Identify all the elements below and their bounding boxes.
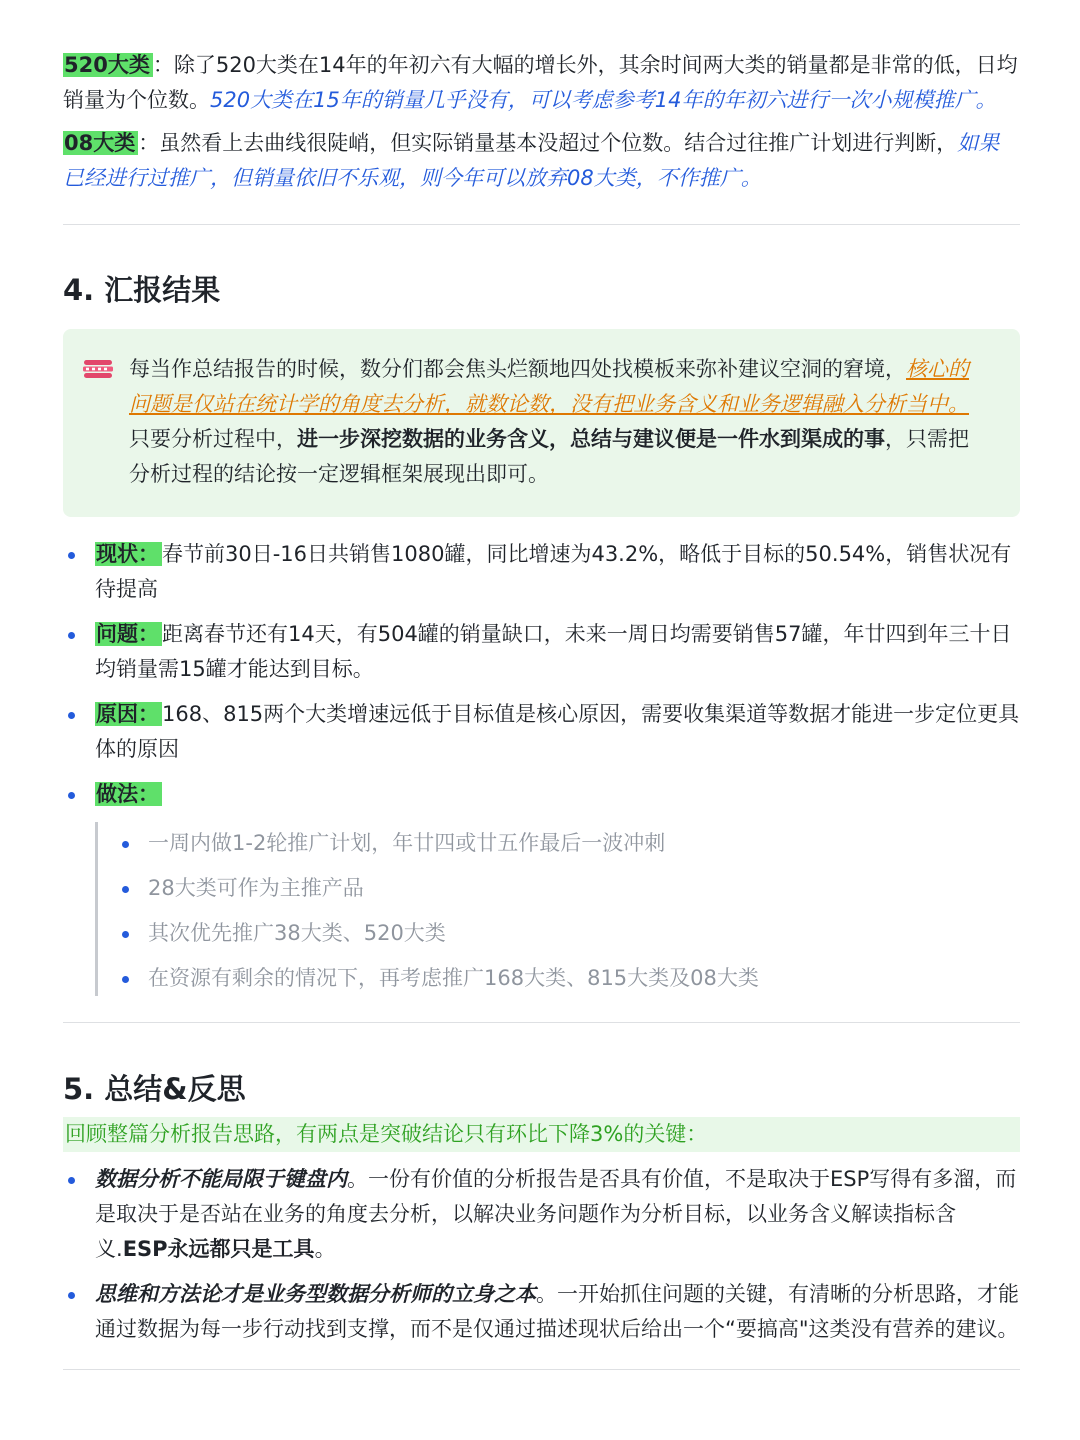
summary-list xyxy=(63,1162,1020,1347)
item-label: 现状： xyxy=(95,542,162,566)
list-item xyxy=(63,697,1020,767)
callout-text-part: 每当作总结报告的时候，数分们都会焦头烂额地四处找模板来弥补建议空洞的窘境， xyxy=(129,357,906,381)
divider xyxy=(63,224,1020,225)
callout-core-point: 核心的问题是仅站在统计学的角度去分析，就数论数，没有把业务含义和业务逻辑融入分析当中。 xyxy=(129,357,969,416)
method-quote-block xyxy=(95,822,1020,996)
hamburger-emoji-icon xyxy=(83,359,113,379)
list-item xyxy=(63,537,1020,607)
point-tail: ESP永远都只是工具 xyxy=(122,1237,315,1261)
summary-intro-text: 回顾整篇分析报告思路，有两点是突破结论只有环比下降3%的关键： xyxy=(63,1117,1020,1152)
item-text: 距离春节还有14天，有504罐的销量缺口，未来一周日均需要销售57罐，年廿四到年三十日均销量需15罐才能达到目标。 xyxy=(95,622,1012,681)
colon: ： xyxy=(138,131,160,155)
method-item: 其次优先推广38大类、520大类 xyxy=(122,916,1020,951)
colon: ： xyxy=(152,53,174,77)
summary-intro xyxy=(63,1117,1020,1152)
point-lead: 思维和方法论才是业务型数据分析师的立身之本 xyxy=(95,1282,536,1306)
callout-text-part: 只要分析过程中， xyxy=(129,427,297,451)
method-item: 28大类可作为主推产品 xyxy=(122,871,1020,906)
paragraph-08 xyxy=(63,126,1020,196)
list-item xyxy=(63,1162,1020,1267)
item-text: 168、815两个大类增速远低于目标值是核心原因，需要收集渠道等数据才能进一步定位更具体的原因 xyxy=(95,702,1020,761)
callout-box xyxy=(63,329,1020,517)
paragraph-520 xyxy=(63,48,1020,118)
item-label: 做法： xyxy=(95,782,162,806)
point-text: 。一开始抓住问题的关键，有清晰的分析思路，才能通过数据为每一步行动找到支撑，而不是仅通过描述现状后给出一个“要搞高"这类没有营养的建议。 xyxy=(95,1282,1019,1341)
divider xyxy=(63,1369,1020,1370)
point-end: 。 xyxy=(314,1237,336,1261)
section-heading-report: 4. 汇报结果 xyxy=(63,273,221,307)
label-520: 520大类 xyxy=(63,53,153,77)
method-list xyxy=(122,826,1020,996)
suggestion-text: 如果已经进行过推广，但销量依旧不乐观，则今年可以放弃08大类，不作推广。 xyxy=(63,131,1000,190)
suggestion-text: 520大类在15年的销量几乎没有，可以考虑参考14年的年初六进行一次小规模推广。 xyxy=(210,88,997,112)
paragraph-text: 虽然看上去曲线很陡峭，但实际销量基本没超过个位数。结合过往推广计划进行判断， xyxy=(159,131,958,155)
list-item xyxy=(63,1277,1020,1347)
item-text: 春节前30日-16日共销售1080罐，同比增速为43.2%，略低于目标的50.54%，销售状况有待提高 xyxy=(95,542,1012,601)
label-08: 08大类 xyxy=(63,131,138,155)
callout-bold-text: 进一步深挖数据的业务含义，总结与建议便是一件水到渠成的事 xyxy=(297,427,885,451)
list-item xyxy=(63,617,1020,687)
paragraph-text: 除了520大类在14年的年初六有大幅的增长外，其余时间两大类的销量都是非常的低，日均销量为个位数。 xyxy=(63,53,1018,112)
item-label: 问题： xyxy=(95,622,162,646)
list-item xyxy=(63,777,1020,812)
callout-text xyxy=(129,352,984,492)
method-item: 在资源有剩余的情况下，再考虑推广168大类、815大类及08大类 xyxy=(122,961,1020,996)
section-heading-summary: 5. 总结&反思 xyxy=(63,1072,246,1106)
method-item: 一周内做1-2轮推广计划，年廿四或廿五作最后一波冲刺 xyxy=(122,826,1020,861)
callout-text-part: ，只需把分析过程的结论按一定逻辑框架展现出即可。 xyxy=(129,427,969,486)
item-label: 原因： xyxy=(95,702,162,726)
divider xyxy=(63,1022,1020,1023)
point-lead: 数据分析不能局限于键盘内 xyxy=(95,1167,347,1191)
report-result-list xyxy=(63,537,1020,812)
point-text: 。一份有价值的分析报告是否具有价值，不是取决于ESP写得有多溜，而是取决于是否站在业务的角度去分析，以解决业务问题作为分析目标，以业务含义解读指标含义. xyxy=(95,1167,1017,1261)
document-page xyxy=(63,48,1020,1370)
